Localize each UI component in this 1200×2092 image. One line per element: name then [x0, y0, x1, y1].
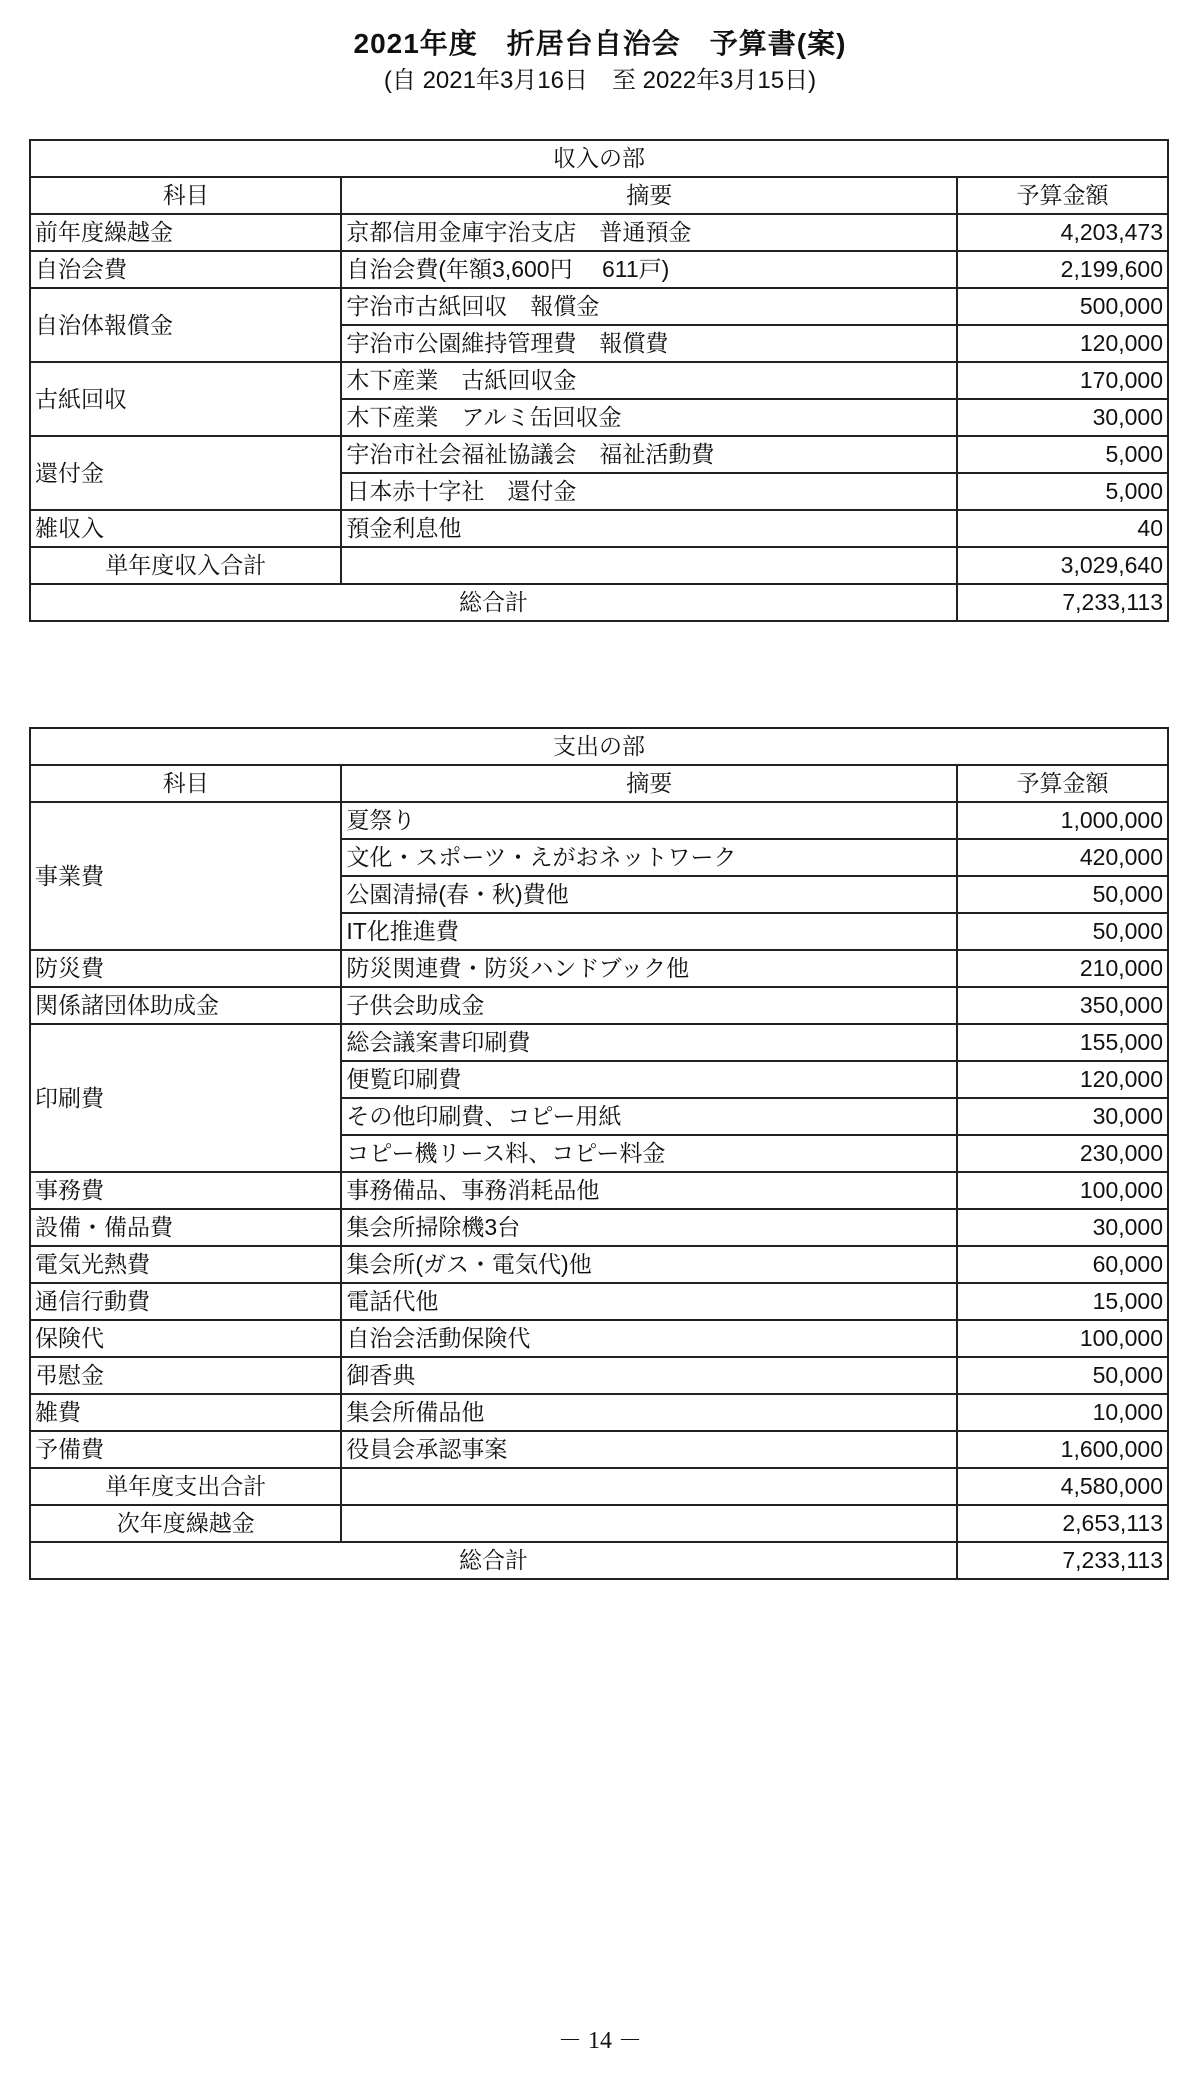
table-row [30, 1431, 1168, 1468]
amount-cell: 155,000 [957, 1024, 1168, 1061]
grand-total-amount: 7,233,113 [957, 584, 1168, 621]
subject-cell: 防災費 [30, 950, 341, 987]
amount-cell: 120,000 [957, 325, 1168, 362]
subject-cell: 古紙回収 [30, 362, 341, 436]
section-title-row [30, 140, 1168, 177]
subtotal-label: 次年度繰越金 [30, 1505, 341, 1542]
header-amount: 予算金額 [957, 765, 1168, 802]
grand-total-row [30, 1542, 1168, 1579]
amount-cell: 10,000 [957, 1394, 1168, 1431]
subject-cell: 設備・備品費 [30, 1209, 341, 1246]
amount-cell: 420,000 [957, 839, 1168, 876]
subtotal-label: 単年度支出合計 [30, 1468, 341, 1505]
amount-cell: 120,000 [957, 1061, 1168, 1098]
subject-cell: 電気光熱費 [30, 1246, 341, 1283]
subtotal-amount: 2,653,113 [957, 1505, 1168, 1542]
subtotal-amount: 4,580,000 [957, 1468, 1168, 1505]
amount-cell: 1,000,000 [957, 802, 1168, 839]
subject-cell: 予備費 [30, 1431, 341, 1468]
table-row [30, 510, 1168, 547]
subject-cell: 保険代 [30, 1320, 341, 1357]
summary-cell-empty [341, 547, 957, 584]
amount-cell: 350,000 [957, 987, 1168, 1024]
subject-cell: 自治体報償金 [30, 288, 341, 362]
amount-cell: 50,000 [957, 876, 1168, 913]
header-subject: 科目 [30, 177, 341, 214]
amount-cell: 4,203,473 [957, 214, 1168, 251]
subject-cell: 雑費 [30, 1394, 341, 1431]
amount-cell: 50,000 [957, 1357, 1168, 1394]
amount-cell: 30,000 [957, 1098, 1168, 1135]
amount-cell: 5,000 [957, 473, 1168, 510]
table-row [30, 1283, 1168, 1320]
summary-cell: 総会議案書印刷費 [341, 1024, 957, 1061]
header-row [30, 177, 1168, 214]
amount-cell: 100,000 [957, 1320, 1168, 1357]
amount-cell: 30,000 [957, 399, 1168, 436]
summary-cell: 防災関連費・防災ハンドブック他 [341, 950, 957, 987]
section-title: 支出の部 [30, 728, 1168, 765]
header-amount: 予算金額 [957, 177, 1168, 214]
summary-cell: 集会所掃除機3台 [341, 1209, 957, 1246]
subject-cell: 雑収入 [30, 510, 341, 547]
subtotal-row [30, 547, 1168, 584]
summary-cell: 木下産業 アルミ缶回収金 [341, 399, 957, 436]
amount-cell: 2,199,600 [957, 251, 1168, 288]
summary-cell: 便覧印刷費 [341, 1061, 957, 1098]
table-row [30, 1320, 1168, 1357]
subject-cell: 自治会費 [30, 251, 341, 288]
subject-cell: 事業費 [30, 802, 341, 950]
grand-total-label: 総合計 [30, 1542, 957, 1579]
subtotal-row [30, 1468, 1168, 1505]
amount-cell: 1,600,000 [957, 1431, 1168, 1468]
grand-total-amount: 7,233,113 [957, 1542, 1168, 1579]
subtotal-row [30, 1505, 1168, 1542]
header-summary: 摘要 [341, 177, 957, 214]
table-row [30, 802, 1168, 839]
table-row [30, 1246, 1168, 1283]
subject-cell: 印刷費 [30, 1024, 341, 1172]
table-row [30, 987, 1168, 1024]
summary-cell: 自治会費(年額3,600円 611戸) [341, 251, 957, 288]
subject-cell: 前年度繰越金 [30, 214, 341, 251]
summary-cell: IT化推進費 [341, 913, 957, 950]
document-title: 2021年度 折居台自治会 予算書(案) [353, 28, 847, 59]
expense-table [29, 727, 1169, 1580]
summary-cell-empty [341, 1468, 957, 1505]
summary-cell: 宇治市公園維持管理費 報償費 [341, 325, 957, 362]
summary-cell: 預金利息他 [341, 510, 957, 547]
summary-cell: 夏祭り [341, 802, 957, 839]
subject-cell: 関係諸団体助成金 [30, 987, 341, 1024]
table-row [30, 1172, 1168, 1209]
summary-cell-empty [341, 1505, 957, 1542]
subject-cell: 事務費 [30, 1172, 341, 1209]
subject-cell: 弔慰金 [30, 1357, 341, 1394]
grand-total-label: 総合計 [30, 584, 957, 621]
grand-total-row [30, 584, 1168, 621]
summary-cell: 自治会活動保険代 [341, 1320, 957, 1357]
amount-cell: 500,000 [957, 288, 1168, 325]
amount-cell: 50,000 [957, 913, 1168, 950]
table-row [30, 950, 1168, 987]
header-subject: 科目 [30, 765, 341, 802]
table-row [30, 362, 1168, 399]
subject-cell: 還付金 [30, 436, 341, 510]
summary-cell: 京都信用金庫宇治支店 普通預金 [341, 214, 957, 251]
summary-cell: 日本赤十字社 還付金 [341, 473, 957, 510]
subtotal-amount: 3,029,640 [957, 547, 1168, 584]
header-summary: 摘要 [341, 765, 957, 802]
table-row [30, 251, 1168, 288]
summary-cell: 御香典 [341, 1357, 957, 1394]
summary-cell: 子供会助成金 [341, 987, 957, 1024]
subject-cell: 通信行動費 [30, 1283, 341, 1320]
fiscal-period: (自 2021年3月16日 至 2022年3月15日) [383, 67, 817, 94]
table-row [30, 288, 1168, 325]
table-row [30, 436, 1168, 473]
header-row [30, 765, 1168, 802]
amount-cell: 230,000 [957, 1135, 1168, 1172]
summary-cell: 事務備品、事務消耗品他 [341, 1172, 957, 1209]
amount-cell: 170,000 [957, 362, 1168, 399]
section-title-row [30, 728, 1168, 765]
subtotal-label: 単年度収入合計 [30, 547, 341, 584]
section-title: 収入の部 [30, 140, 1168, 177]
amount-cell: 40 [957, 510, 1168, 547]
table-row [30, 1024, 1168, 1061]
amount-cell: 210,000 [957, 950, 1168, 987]
summary-cell: 木下産業 古紙回収金 [341, 362, 957, 399]
summary-cell: コピー機リース料、コピー料金 [341, 1135, 957, 1172]
summary-cell: 電話代他 [341, 1283, 957, 1320]
summary-cell: 公園清掃(春・秋)費他 [341, 876, 957, 913]
summary-cell: 宇治市古紙回収 報償金 [341, 288, 957, 325]
amount-cell: 30,000 [957, 1209, 1168, 1246]
table-row [30, 1357, 1168, 1394]
amount-cell: 100,000 [957, 1172, 1168, 1209]
summary-cell: 文化・スポーツ・えがおネットワーク [341, 839, 957, 876]
table-row [30, 1209, 1168, 1246]
summary-cell: 宇治市社会福祉協議会 福祉活動費 [341, 436, 957, 473]
summary-cell: 集会所(ガス・電気代)他 [341, 1246, 957, 1283]
amount-cell: 15,000 [957, 1283, 1168, 1320]
summary-cell: 役員会承認事案 [341, 1431, 957, 1468]
income-table [29, 139, 1169, 622]
table-row [30, 214, 1168, 251]
amount-cell: 5,000 [957, 436, 1168, 473]
summary-cell: その他印刷費、コピー用紙 [341, 1098, 957, 1135]
summary-cell: 集会所備品他 [341, 1394, 957, 1431]
table-row [30, 1394, 1168, 1431]
amount-cell: 60,000 [957, 1246, 1168, 1283]
page-number: － 14 － [558, 2028, 642, 2054]
